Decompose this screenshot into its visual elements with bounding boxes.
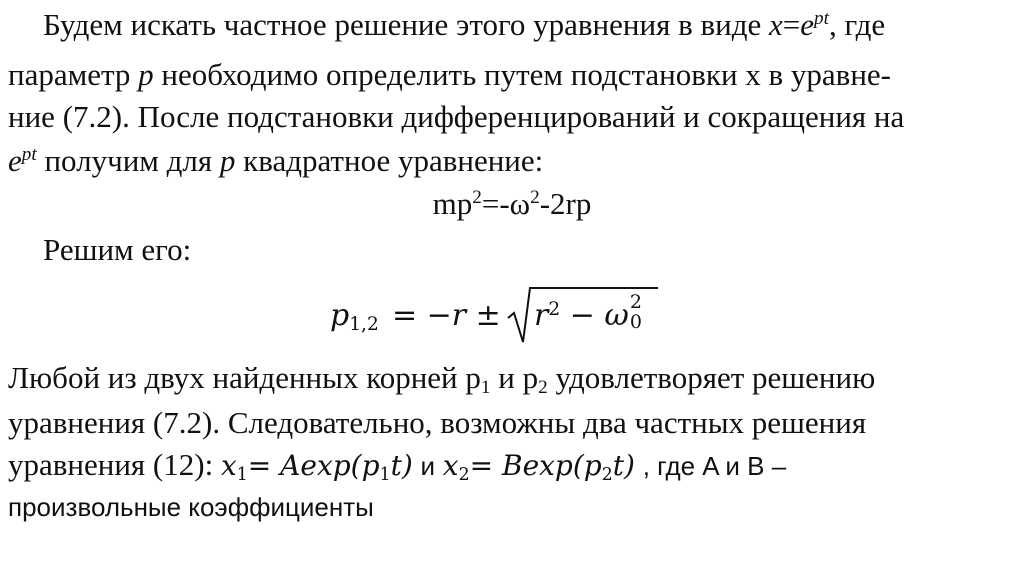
- x2-rhs: = Bexp(p: [469, 449, 602, 482]
- para2-line4: [8, 487, 374, 527]
- para1-line4-text-b: квадратное уравнение:: [243, 143, 544, 178]
- formula-lhs: [330, 296, 379, 336]
- quadratic-equation: [0, 184, 1024, 224]
- para1-line2-text-a: параметр: [8, 57, 131, 92]
- para1-line2-text-b: необходимо определить путем подстановки x в уравне-: [161, 57, 891, 92]
- para2-line3: [8, 445, 786, 486]
- sub-1: 1: [480, 377, 491, 399]
- var-p: p: [138, 57, 154, 92]
- para1-line1-text-a: Будем искать частное решение этого уравнения в виде: [43, 7, 762, 42]
- formula-r: r: [534, 298, 549, 333]
- formula-p: p: [330, 298, 350, 333]
- var-e: e: [800, 7, 815, 42]
- formula-omega-sup: 2: [629, 291, 642, 313]
- sub-2: 2: [538, 377, 548, 399]
- solve-label-text: Решим его:: [43, 232, 192, 267]
- var-e: e: [8, 143, 22, 178]
- equation-sup-1: 2: [472, 187, 482, 209]
- para1-line3: [8, 97, 904, 137]
- para2-line2: [8, 403, 866, 443]
- formula-rhs: = −r ±: [392, 298, 501, 333]
- para2-line3-text-a: уравнения (12):: [8, 447, 214, 482]
- x1-sub: 1: [236, 464, 248, 485]
- formula-r-sup: 2: [548, 298, 561, 320]
- para1-line1: [43, 5, 885, 45]
- para2-line1-text-c: удовлетворяет решению: [555, 360, 876, 395]
- para2-line1: [8, 358, 875, 398]
- x1-rhs: = Aexp(p: [247, 449, 380, 482]
- equation-2rp: -2rp: [539, 186, 592, 221]
- para2-line1-text-a: Любой из двух найденных корней р: [8, 360, 481, 395]
- para2-line1-text-b: и р: [498, 360, 539, 395]
- exponent-pt: pt: [21, 144, 37, 166]
- x1-rhs-sub: 1: [379, 464, 391, 485]
- x2-rhs-sub: 2: [601, 464, 613, 485]
- x2-sub: 2: [458, 464, 470, 485]
- exponent-pt: pt: [814, 8, 829, 30]
- para2-line4-text: произвольные коэффициенты: [8, 492, 374, 522]
- solution-x2: [442, 449, 635, 485]
- formula-omega-sub: 0: [629, 311, 642, 333]
- para1-line3-text: ние (7.2). После подстановки дифференцирований и сокращения на: [8, 99, 905, 134]
- formula-radicand: [534, 291, 645, 336]
- x1-var: x: [220, 449, 237, 482]
- para2-line3-text-b: , где A и B –: [642, 451, 787, 481]
- var-x: x: [769, 7, 783, 42]
- equation-omega: =-ω: [481, 186, 531, 221]
- conjunction-and: и: [420, 451, 436, 481]
- formula-sub-12: 1,2: [349, 314, 379, 336]
- para1-line4-text-a: получим для: [44, 143, 213, 178]
- equation-sup-2: 2: [530, 187, 540, 209]
- x1-rhs-end: t): [390, 449, 413, 482]
- formula-omega: − ω: [569, 298, 629, 333]
- x2-var: x: [442, 449, 459, 482]
- solve-label: [43, 230, 191, 270]
- equation-mp: mp: [432, 186, 473, 221]
- var-p: p: [219, 143, 236, 178]
- para1-line1-text-b: , где: [828, 7, 886, 42]
- equals-sign: =: [782, 7, 801, 42]
- para2-line2-text: уравнения (7.2). Следовательно, возможны два частных решения: [8, 405, 867, 440]
- para1-line2: [8, 55, 891, 95]
- solution-x1: [220, 449, 413, 485]
- para1-line4: [8, 141, 543, 181]
- formula-omega-scripts: [629, 291, 645, 333]
- x2-rhs-end: t): [612, 449, 635, 482]
